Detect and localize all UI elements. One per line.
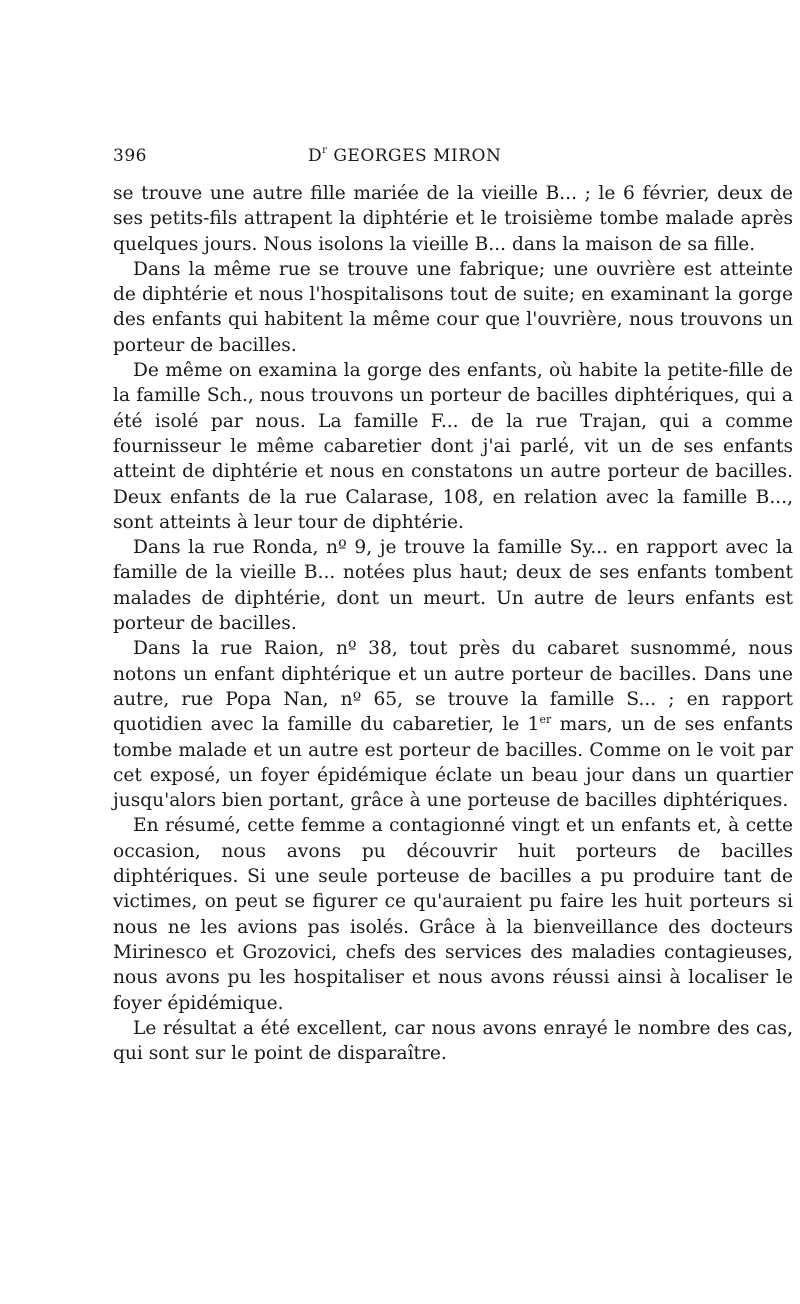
paragraph-factory-worker: Dans la même rue se trouve une fabrique; une ouvrière est atteinte de diphtérie et nous l'hospitalisons tout de suite; en examinant la gorge des enfants qui habitent la même cour que l'ouvrière, nous trouvons un porteur de bacilles.: [113, 258, 793, 356]
paragraph-continuation: se trouve une autre fille mariée de la vieille B... ; le 6 février, deux de ses petits-fils attrapent la diphtérie et le troisième tombe malade après quelques jours. Nous isolons la vieille B... dans la maison de sa fille.: [113, 183, 793, 255]
author-prefix-superscript: r: [322, 145, 328, 156]
paragraph-result: Le résultat a été excellent, car nous avons enrayé le nombre des cas, qui sont sur le point de disparaître.: [113, 1017, 793, 1065]
body-text: [113, 181, 793, 1066]
paragraph-text-after-superscript: mars, un de ses enfants tombe malade et un autre est porteur de bacilles. Comme on le voit par cet exposé, un foyer épidémique éclate un beau jour dans un quartier jusqu'alors bien portant, grâce à une porteuse de bacilles diphtériques.: [113, 714, 793, 812]
paragraph-family-sch: De même on examina la gorge des enfants, où habite la petite-fille de la famille Sch., nous trouvons un porteur de bacilles diphtériques, qui a été isolé par nous. La famille F... de la rue Trajan, qui a comme fournisseur le même cabaretier dont j'ai parlé, vit un de ses enfants atteint de diphtérie et nous en constatons un autre porteur de bacilles. Deux enfants de la rue Calarase, 108, en relation avec la famille B..., sont atteints à leur tour de diphtérie.: [113, 360, 793, 533]
paragraph-summary: En résumé, cette femme a contagionné vingt et un enfants et, à cette occasion, nous avons pu découvrir huit porteurs de bacilles diphtériques. Si une seule porteuse de bacilles a pu produire tant de victimes, on peut se figurer ce qu'auraient pu faire les huit porteurs si nous ne les avions pas isolés. Grâce à la bienveillance des docteurs Mirinesco et Grozovici, chefs des services des maladies contagieuses, nous avons pu les hospitaliser et nous avons réussi ainsi à localiser le foyer épidémique.: [113, 815, 793, 1014]
page-header: [113, 146, 793, 170]
page-number: 396: [113, 146, 147, 166]
book-page: [113, 0, 795, 1304]
running-head: [308, 146, 501, 166]
paragraph-rue-raion: [113, 636, 793, 813]
paragraph-text-before-superscript: Dans la rue Raion, nº 38, tout près du cabaret susnommé, nous notons un enfant diphtérique et un autre porteur de bacilles. Dans une autre, rue Popa Nan, nº 65, se trouve la famille S... ; en rapport quotidien avec la famille du cabaretier, le 1: [113, 638, 793, 736]
author-prefix: D: [308, 146, 323, 166]
paragraph-rue-ronda: Dans la rue Ronda, nº 9, je trouve la famille Sy... en rapport avec la famille de la vieille B... notées plus haut; deux de ses enfants tombent malades de diphtérie, dont un meurt. Un autre de leurs enfants est porteur de bacilles.: [113, 537, 793, 635]
ordinal-superscript: er: [539, 713, 552, 727]
author-name: GEORGES MIRON: [327, 146, 502, 166]
